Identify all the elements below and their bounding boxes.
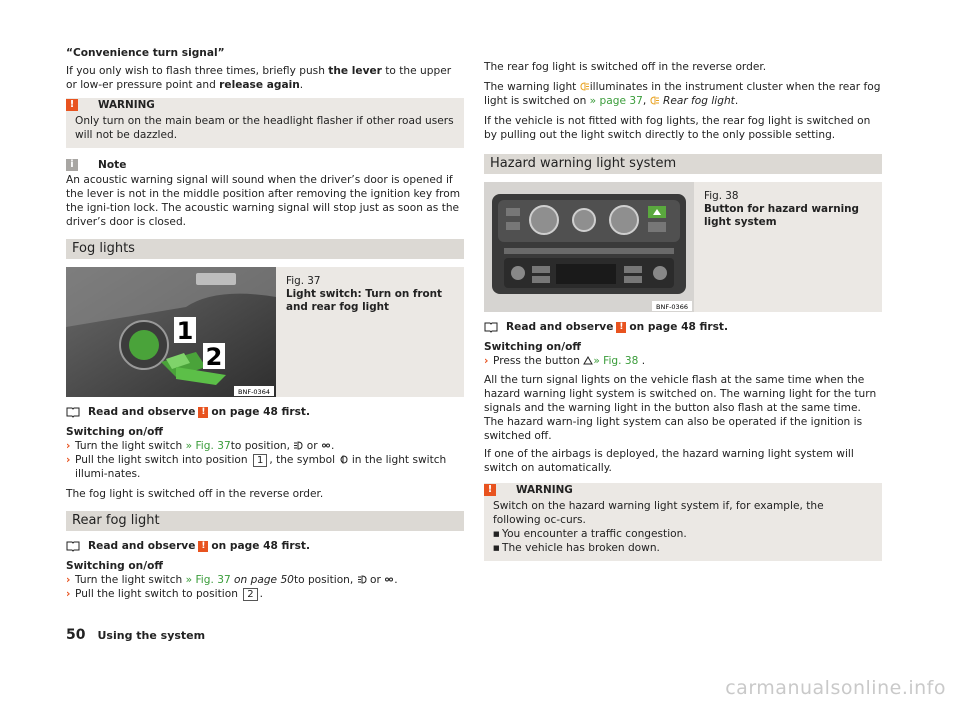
right-column <box>484 60 882 571</box>
fig37-callout-2: 2 <box>205 343 223 371</box>
section-hazard: Hazard warning light system <box>484 154 882 174</box>
page-number: 50 <box>66 627 86 643</box>
footer-section: Using the system <box>97 629 206 642</box>
hazard-paragraph-1: All the turn signal lights on the vehicle flash at the same time when the hazard warning light system is switched on. The warning light for the turn signals and the warning light in the button also flash at the same time. The hazard warn-ing light system can also be operated if the ignition is switched off. <box>484 374 877 442</box>
fig37-image <box>66 267 276 397</box>
front-fog-icon <box>338 455 348 464</box>
warning-title: WARNING <box>516 484 573 496</box>
switching-heading-2: Switching on/off <box>66 560 163 572</box>
section-rear-fog-light: Rear fog light <box>66 511 464 531</box>
fig37-number: Fig. 37 <box>286 275 321 287</box>
fig38-link[interactable]: » Fig. 38 <box>593 355 639 367</box>
hazard-triangle-icon <box>583 356 593 365</box>
fog-light-icon <box>357 575 367 584</box>
position-1-box: 1 <box>253 454 267 467</box>
fig37-link[interactable]: » Fig. 37 <box>185 574 231 586</box>
note-icon: i <box>66 159 78 171</box>
read-observe-1: Read and observe ! on page 48 first. <box>66 405 464 419</box>
rear-off-text: The rear fog light is switched off in the reverse order. <box>484 61 767 73</box>
warning-title: WARNING <box>98 99 155 111</box>
conv-heading: “Convenience turn signal” <box>66 47 225 59</box>
fig37-code: BNF-0364 <box>238 388 270 396</box>
note-title: Note <box>98 159 127 171</box>
parking-light-icon <box>384 575 394 584</box>
read-observe-3: Read and observe ! on page 48 first. <box>484 320 882 334</box>
fig37-callout-1: 1 <box>176 317 194 345</box>
warning-bullet: ■ You encounter a traffic congestion. <box>493 527 873 541</box>
warning-box-2 <box>484 483 882 561</box>
warning-box <box>66 98 464 148</box>
book-icon <box>66 407 80 417</box>
figure-38 <box>484 182 882 312</box>
position-2-box: 2 <box>243 588 257 601</box>
conv-paragraph: If you only wish to flash three times, briefly push the lever to the upper or low-er pressure point and release again. <box>66 65 452 91</box>
warning-icon-inline: ! <box>616 322 626 333</box>
fig37-link[interactable]: » Fig. 37 <box>185 440 231 452</box>
parking-light-icon <box>321 441 331 450</box>
warning-icon: ! <box>66 99 78 111</box>
figure-37 <box>66 267 464 397</box>
warning-bullet: ■ The vehicle has broken down. <box>493 541 873 555</box>
section-fog-lights: Fog lights <box>66 239 464 259</box>
step-2: › Pull the light switch into position 1 , the symbol in the light switch illumi-nates. <box>66 454 447 480</box>
fog-light-icon <box>293 441 303 450</box>
warning-text: Switch on the hazard warning light system if, for example, the following oc-curs. <box>493 500 824 526</box>
note-text: An acoustic warning signal will sound when the driver’s door is opened if the lever is not in the middle position after removing the ignition key from the igni-tion lock. The acoustic warning signal will stop just as soon as the driver’s door is closed. <box>66 174 461 228</box>
no-fog-text: If the vehicle is not fitted with fog lights, the rear fog light is switched on by pulling out the light switch directly to the only possible setting. <box>484 115 871 141</box>
step-1: › Turn the light switch » Fig. 37to position, or . <box>66 440 335 452</box>
read-observe-2: Read and observe ! on page 48 first. <box>66 539 464 553</box>
left-column <box>66 46 464 601</box>
page-footer <box>66 628 205 643</box>
warning-icon-inline: ! <box>198 407 208 418</box>
step-5: › Press the button » Fig. 38 . <box>484 355 646 367</box>
watermark: carmanualsonline.info <box>725 677 946 699</box>
warning-icon: ! <box>484 484 496 496</box>
step-3: › Turn the light switch » Fig. 37 on page 50to position, or . <box>66 574 398 586</box>
fig38-title: Button for hazard warning light system <box>704 203 859 228</box>
fig38-code: BNF-0366 <box>656 303 688 311</box>
book-icon <box>66 541 80 551</box>
warning-light-text: The warning light illuminates in the instrument cluster when the rear fog light is switched on » page 37, Rear fog light. <box>484 81 881 107</box>
warning-text: Only turn on the main beam or the headlight flasher if other road users will not be dazzled. <box>75 115 454 141</box>
book-icon <box>484 322 498 332</box>
page-37-link[interactable]: » page 37 <box>589 95 643 107</box>
hazard-paragraph-2: If one of the airbags is deployed, the hazard warning light system will switch on automatically. <box>484 448 854 474</box>
switching-heading-3: Switching on/off <box>484 341 581 353</box>
fig38-image <box>484 182 694 312</box>
step-4: › Pull the light switch to position 2 . <box>66 588 264 600</box>
rear-fog-warning-icon <box>580 82 590 91</box>
fog-off-text: The fog light is switched off in the reverse order. <box>66 488 324 500</box>
fig37-title: Light switch: Turn on front and rear fog light <box>286 288 443 313</box>
warning-icon-inline: ! <box>198 541 208 552</box>
switching-heading-1: Switching on/off <box>66 426 163 438</box>
fig38-number: Fig. 38 <box>704 190 739 202</box>
rear-fog-icon <box>650 96 660 105</box>
